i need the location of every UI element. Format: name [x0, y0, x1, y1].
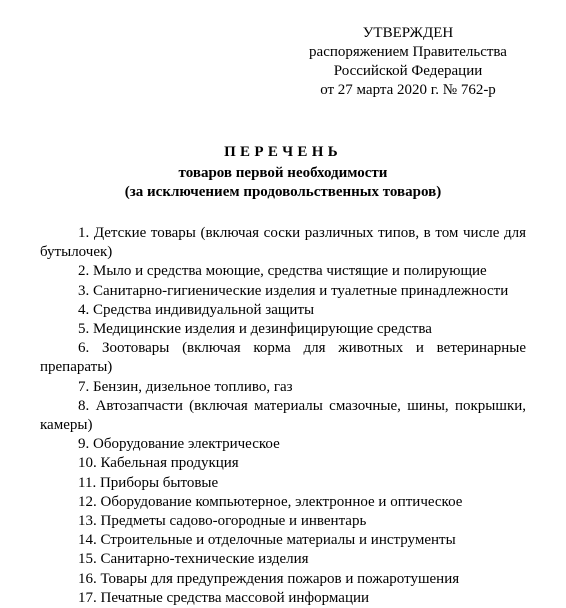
item-number: 15. — [78, 551, 97, 568]
item-number: 8. — [78, 397, 90, 414]
item-number: 5. — [78, 321, 90, 338]
item-number: 10. — [78, 455, 97, 472]
list-item — [40, 454, 526, 473]
document-subtitle — [0, 164, 566, 202]
item-text: Товары для предупреждения пожаров и пожаротушения — [100, 570, 460, 587]
subtitle-line-1: товаров первой необходимости — [178, 165, 388, 181]
list-item — [40, 550, 526, 569]
item-text: Приборы бытовые — [99, 474, 219, 491]
list-item — [40, 224, 526, 262]
item-text: Медицинские изделия и дезинфицирующие средства — [93, 321, 432, 338]
list-item — [40, 512, 526, 531]
list-item — [40, 378, 526, 397]
list-item — [40, 493, 526, 512]
item-number: 17. — [78, 589, 97, 606]
subtitle-line-2: (за исключением продовольственных товаров) — [124, 184, 442, 200]
item-text: Оборудование электрическое — [93, 436, 280, 453]
item-text: Строительные и отделочные материалы и инструменты — [100, 532, 456, 549]
item-text: Кабельная продукция — [100, 455, 239, 472]
item-text: Бензин, дизельное топливо, газ — [93, 378, 293, 395]
item-number: 16. — [78, 570, 97, 587]
item-text: Мыло и средства моющие, средства чистящие и полирующие — [93, 263, 487, 280]
item-text: Оборудование компьютерное, электронное и оптическое — [100, 493, 463, 510]
list-item — [40, 531, 526, 550]
item-text: Детские товары (включая соски различных типов, в том числе для бутылочек) — [40, 225, 527, 261]
item-text: Автозапчасти (включая материалы смазочные, шины, покрышки, камеры) — [40, 397, 527, 434]
item-number: 6. — [78, 340, 90, 357]
item-text: Предметы садово-огородные и инвентарь — [100, 513, 367, 530]
list-item — [40, 397, 526, 435]
list-item — [40, 570, 526, 589]
list-item — [40, 435, 526, 454]
approval-line-government: Российской Федерации — [333, 63, 483, 79]
item-text: Зоотовары (включая корма для животных и ветеринарные препараты) — [40, 340, 527, 376]
item-text: Печатные средства массовой информации — [100, 589, 370, 606]
list-item — [40, 282, 526, 301]
item-number: 3. — [78, 282, 90, 299]
item-text: Средства индивидуальной защиты — [93, 301, 315, 318]
item-number: 1. — [78, 225, 90, 241]
item-number: 7. — [78, 378, 90, 395]
item-number: 9. — [78, 436, 90, 453]
approval-line-date-number: от 27 марта 2020 г. № 762-р — [320, 82, 496, 98]
list-item — [40, 589, 526, 608]
approval-heading: УТВЕРЖДЕН — [362, 25, 454, 41]
approval-stamp — [290, 24, 526, 100]
item-number: 4. — [78, 301, 90, 318]
item-text: Санитарно-гигиенические изделия и туалетные принадлежности — [93, 282, 509, 299]
approval-line-decree: распоряжением Правительства — [309, 44, 507, 60]
goods-list — [40, 224, 526, 608]
item-number: 2. — [78, 263, 90, 280]
item-number: 11. — [78, 474, 97, 491]
list-item — [40, 320, 526, 339]
item-number: 14. — [78, 532, 97, 549]
list-item — [40, 262, 526, 281]
item-number: 12. — [78, 493, 97, 510]
item-number: 13. — [78, 513, 97, 530]
list-item — [40, 474, 526, 493]
document-title: ПЕРЕЧЕНЬ — [224, 144, 342, 160]
list-item — [40, 339, 526, 377]
item-text: Санитарно-технические изделия — [100, 551, 309, 568]
list-item — [40, 301, 526, 320]
